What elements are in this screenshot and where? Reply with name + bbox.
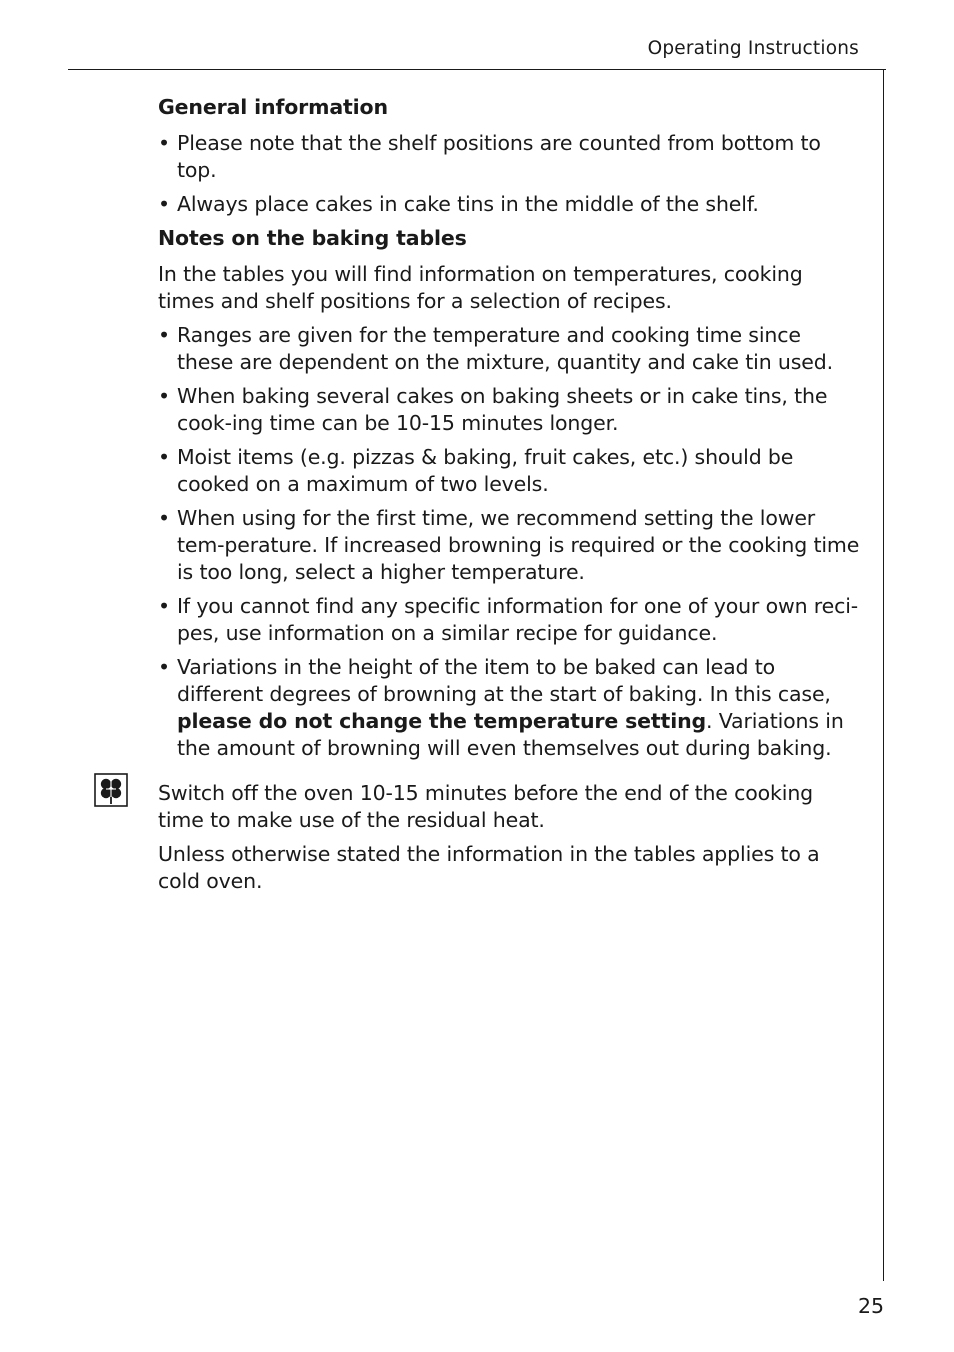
baking-tables-intro: In the tables you will find information on temperatures, cooking times and shelf positions for a selection of recipes.	[158, 262, 803, 313]
list-item-text-end: . Variations in the amount of browning will even themselves out during baking.	[177, 709, 844, 760]
header-title: Operating Instructions	[647, 38, 859, 59]
list-item: • Please note that the shelf positions are counted from bottom to top.	[158, 130, 862, 184]
emphasis-text: please do not change the temperature setting	[177, 709, 707, 733]
baking-tables-list	[158, 322, 862, 762]
page-number: 25	[858, 1294, 885, 1318]
list-item: • Moist items (e.g. pizzas & baking, fruit cakes, etc.) should be cooked on a maximum of two levels.	[158, 444, 862, 498]
list-item	[158, 654, 862, 762]
general-information-list	[158, 130, 862, 218]
header-divider	[68, 69, 886, 70]
baking-tables-section	[158, 225, 862, 762]
general-information-section	[158, 94, 862, 218]
page-content	[158, 94, 862, 902]
list-item: • If you cannot find any specific information for one of your own reci-pes, use information on a similar recipe for guidance.	[158, 593, 862, 647]
general-information-heading: General information	[158, 95, 388, 119]
tip-section	[158, 780, 862, 895]
list-item: • When using for the first time, we recommend setting the lower tem-perature. If increased browning is required or the cooking time is too long, select a higher temperature.	[158, 505, 862, 586]
baking-tables-heading: Notes on the baking tables	[158, 226, 467, 250]
tip-text: Switch off the oven 10-15 minutes before the end of the cooking time to make use of the residual heat.	[158, 781, 814, 832]
list-item-text: Variations in the height of the item to be baked can lead to different degrees of browning at the start of baking. In this case,	[177, 655, 831, 706]
margin-divider	[883, 69, 884, 1281]
clover-icon	[94, 773, 128, 807]
list-item: • Always place cakes in cake tins in the middle of the shelf.	[158, 191, 862, 218]
list-item: • Ranges are given for the temperature and cooking time since these are dependent on the mixture, quantity and cake tin used.	[158, 322, 862, 376]
tip-note: Unless otherwise stated the information in the tables applies to a cold oven.	[158, 842, 820, 893]
list-item: • When baking several cakes on baking sheets or in cake tins, the cook-ing time can be 10-15 minutes longer.	[158, 383, 862, 437]
